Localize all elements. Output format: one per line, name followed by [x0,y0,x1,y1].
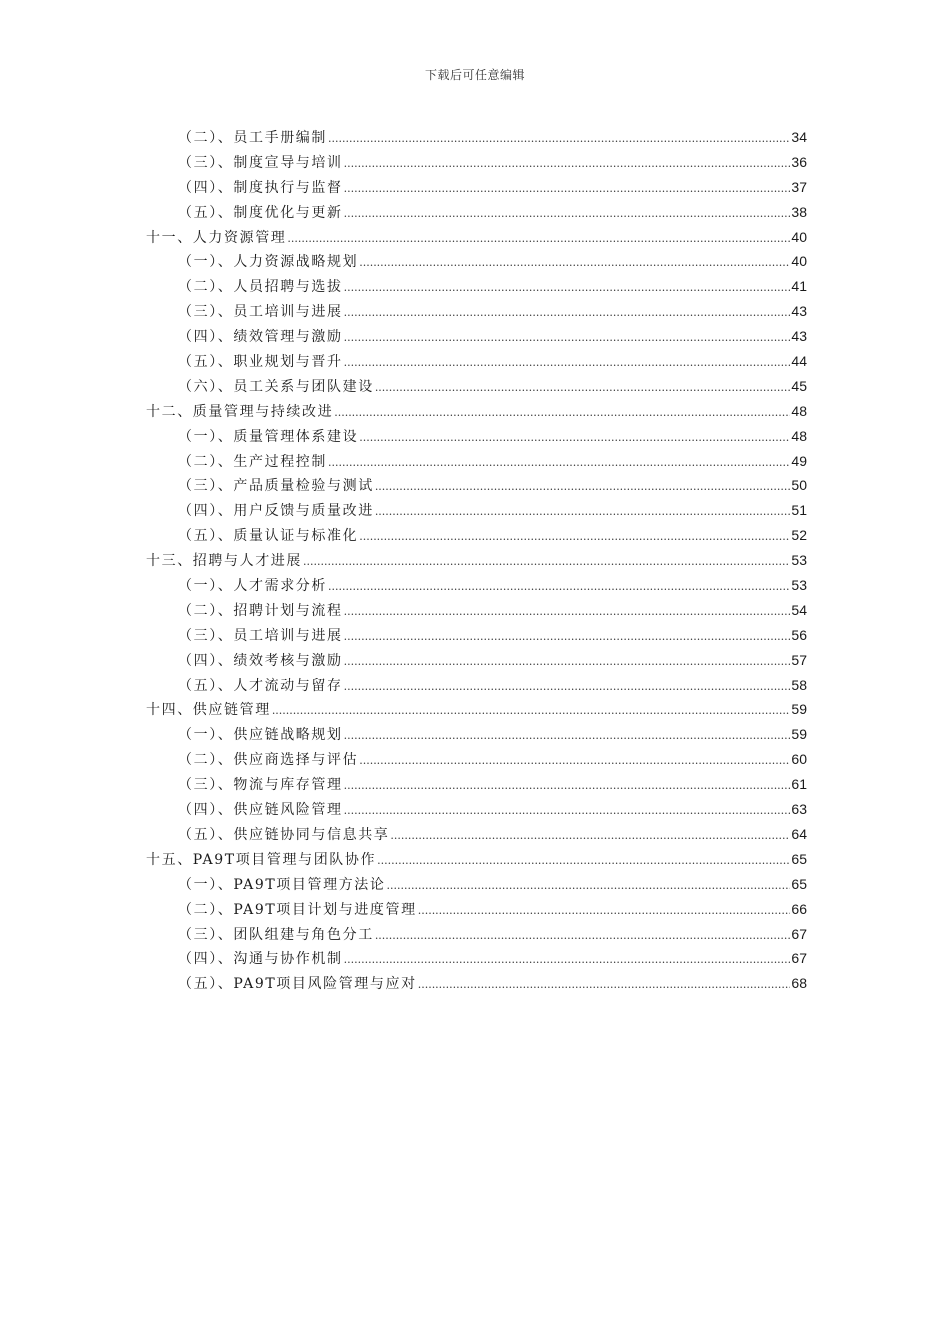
toc-dot-leader [287,227,790,252]
toc-entry-title: （五）、人才流动与留存 [178,677,343,694]
toc-entry-title: （二）、PA9T项目计划与进度管理 [178,901,417,918]
toc-entry-title: （二）、人员招聘与选拔 [178,279,343,296]
toc-entry-title: 十三、招聘与人才进展 [146,553,302,570]
toc-entry-title: （一）、PA9T项目管理方法论 [178,876,386,893]
toc-dot-leader [272,699,791,724]
toc-page-number: 65 [791,850,807,867]
toc-chapter-entry[interactable] [146,697,807,722]
toc-dot-leader [344,276,791,301]
toc-entry-title: （三）、团队组建与角色分工 [178,926,374,943]
toc-section-entry[interactable] [146,498,807,523]
toc-dot-leader [359,251,790,276]
toc-page-number: 41 [791,278,807,295]
toc-dot-leader [377,849,790,874]
toc-section-entry[interactable] [146,872,807,897]
toc-entry-title: （五）、质量认证与标准化 [178,528,359,545]
toc-dot-leader [328,127,790,152]
toc-dot-leader [390,824,790,849]
toc-dot-leader [375,475,791,500]
toc-entry-title: （三）、员工培训与进展 [178,627,343,644]
toc-entry-title: 十五、PA9T项目管理与团队协作 [146,851,377,868]
toc-entry-title: （三）、员工培训与进展 [178,304,343,321]
toc-entry-title: （二）、供应商选择与评估 [178,752,359,769]
toc-dot-leader [359,749,790,774]
toc-entry-title: （二）、招聘计划与流程 [178,602,343,619]
toc-chapter-entry[interactable] [146,847,807,872]
toc-section-entry[interactable] [146,897,807,922]
toc-section-entry[interactable] [146,274,807,299]
toc-entry-title: （二）、生产过程控制 [178,453,327,470]
toc-entry-title: （六）、员工关系与团队建设 [178,378,374,395]
toc-dot-leader [344,202,791,227]
toc-dot-leader [344,625,791,650]
toc-dot-leader [375,376,791,401]
toc-dot-leader [344,177,791,202]
toc-section-entry[interactable] [146,573,807,598]
toc-dot-leader [344,351,791,376]
toc-section-entry[interactable] [146,797,807,822]
toc-dot-leader [387,874,791,899]
toc-section-entry[interactable] [146,349,807,374]
toc-entry-title: （四）、沟通与协作机制 [178,951,343,968]
toc-section-entry[interactable] [146,623,807,648]
toc-entry-title: （五）、供应链协同与信息共享 [178,826,390,843]
toc-page-number: 45 [791,377,807,394]
toc-entry-title: 十四、供应链管理 [146,702,271,719]
toc-section-entry[interactable] [146,523,807,548]
toc-page-number: 43 [791,303,807,320]
toc-dot-leader [334,401,790,426]
toc-entry-title: （三）、产品质量检验与测试 [178,478,374,495]
toc-section-entry[interactable] [146,722,807,747]
toc-page-number: 49 [791,452,807,469]
toc-chapter-entry[interactable] [146,399,807,424]
toc-entry-title: （三）、物流与库存管理 [178,777,343,794]
toc-section-entry[interactable] [146,946,807,971]
toc-section-entry[interactable] [146,125,807,150]
toc-section-entry[interactable] [146,150,807,175]
toc-page-number: 58 [791,676,807,693]
toc-dot-leader [344,799,791,824]
toc-chapter-entry[interactable] [146,225,807,250]
table-of-contents [146,125,807,996]
toc-page-number: 36 [791,153,807,170]
toc-section-entry[interactable] [146,473,807,498]
toc-dot-leader [344,650,791,675]
toc-entry-title: （四）、绩效考核与激励 [178,652,343,669]
toc-page-number: 67 [791,925,807,942]
toc-dot-leader [344,326,791,351]
toc-page-number: 57 [791,651,807,668]
toc-dot-leader [418,899,791,924]
toc-entry-title: （五）、PA9T项目风险管理与应对 [178,976,417,993]
toc-section-entry[interactable] [146,822,807,847]
toc-page-number: 64 [791,825,807,842]
toc-dot-leader [375,924,791,949]
toc-dot-leader [344,948,791,973]
toc-page-number: 67 [791,950,807,967]
toc-page-number: 34 [791,129,807,145]
toc-entry-title: （三）、制度宣导与培训 [178,154,343,171]
toc-entry-title: 十一、人力资源管理 [146,229,287,246]
toc-page-number: 51 [791,502,807,519]
toc-page-number: 63 [791,801,807,818]
toc-dot-leader [359,426,790,451]
toc-entry-title: 十二、质量管理与持续改进 [146,403,334,420]
toc-entry-title: （四）、绩效管理与激励 [178,329,343,346]
toc-dot-leader [303,550,790,575]
toc-entry-title: （一）、质量管理体系建设 [178,428,359,445]
toc-chapter-entry[interactable] [146,548,807,573]
toc-dot-leader [344,152,791,177]
toc-page-number: 52 [791,527,807,544]
toc-entry-title: （五）、职业规划与晋升 [178,354,343,371]
toc-section-entry[interactable] [146,971,807,996]
toc-page-number: 43 [791,328,807,345]
toc-dot-leader [418,973,791,998]
toc-entry-title: （一）、供应链战略规划 [178,727,343,744]
toc-page-number: 60 [791,751,807,768]
toc-entry-title: （五）、制度优化与更新 [178,204,343,221]
toc-section-entry[interactable] [146,424,807,449]
toc-page-number: 48 [791,402,807,419]
toc-section-entry[interactable] [146,374,807,399]
toc-section-entry[interactable] [146,449,807,474]
toc-page-number: 40 [791,253,807,270]
toc-page-number: 68 [791,975,807,992]
toc-section-entry[interactable] [146,324,807,349]
toc-page-number: 53 [791,552,807,569]
toc-page-number: 59 [791,726,807,743]
toc-dot-leader [344,301,791,326]
toc-section-entry[interactable] [146,673,807,698]
toc-entry-title: （一）、人才需求分析 [178,578,327,595]
toc-dot-leader [328,451,790,476]
toc-entry-title: （一）、人力资源战略规划 [178,254,359,271]
toc-page-number: 40 [791,228,807,245]
toc-page-number: 66 [791,900,807,917]
toc-page-number: 44 [791,353,807,370]
toc-section-entry[interactable] [146,747,807,772]
toc-section-entry[interactable] [146,772,807,797]
toc-section-entry[interactable] [146,299,807,324]
toc-dot-leader [359,525,790,550]
toc-section-entry[interactable] [146,249,807,274]
toc-page-number: 59 [791,701,807,718]
page-header: 下载后可任意编辑 [424,68,525,82]
toc-page-number: 48 [791,427,807,444]
toc-section-entry[interactable] [146,648,807,673]
toc-dot-leader [344,600,791,625]
toc-page-number: 56 [791,626,807,643]
toc-dot-leader [328,575,790,600]
toc-page-number: 61 [791,776,807,793]
toc-dot-leader [344,774,791,799]
toc-entry-title: （四）、供应链风险管理 [178,802,343,819]
toc-section-entry[interactable] [146,200,807,225]
toc-section-entry[interactable] [146,598,807,623]
toc-section-entry[interactable] [146,175,807,200]
toc-dot-leader [375,500,791,525]
toc-page-number: 53 [791,577,807,594]
toc-page-number: 37 [791,178,807,195]
toc-page-number: 50 [791,477,807,494]
toc-section-entry[interactable] [146,922,807,947]
toc-page-number: 54 [791,601,807,618]
toc-page-number: 65 [791,875,807,892]
toc-entry-title: （四）、制度执行与监督 [178,179,343,196]
toc-entry-title: （四）、用户反馈与质量改进 [178,503,374,520]
toc-dot-leader [344,675,791,700]
toc-dot-leader [344,724,791,749]
toc-page-number: 38 [791,203,807,220]
toc-entry-title: （二）、员工手册编制 [178,130,327,146]
